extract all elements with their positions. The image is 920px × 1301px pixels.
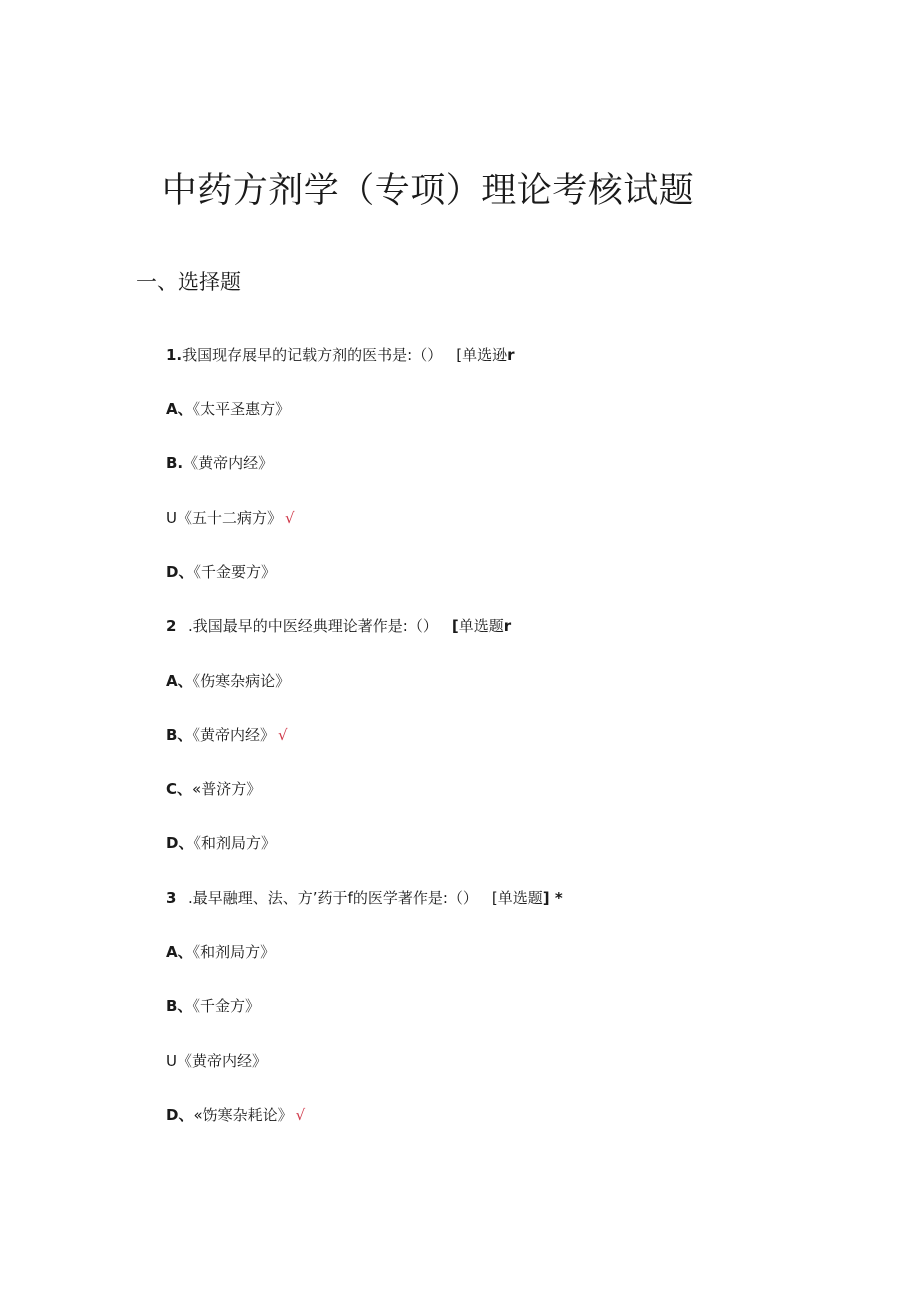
option-text: 《和剂局方》 bbox=[192, 943, 276, 961]
option-prefix: B. bbox=[166, 454, 184, 472]
option-prefix: B、 bbox=[166, 997, 193, 1015]
correct-mark: √ bbox=[277, 726, 288, 744]
option-text: 《五十二病方》 bbox=[176, 509, 282, 527]
question-text: .我国最早的中医经典理论著作是:（） bbox=[188, 617, 438, 635]
question-2 bbox=[166, 616, 511, 636]
option-prefix: D、 bbox=[166, 834, 194, 852]
question-type-tag bbox=[456, 346, 514, 364]
question-type-tag bbox=[492, 889, 563, 907]
option-prefix: U bbox=[166, 1052, 177, 1070]
option-3c bbox=[166, 1051, 270, 1071]
question-number: 2 bbox=[166, 617, 177, 635]
option-2d bbox=[166, 833, 279, 853]
question-1 bbox=[166, 345, 514, 365]
tag-open: [ bbox=[451, 617, 459, 635]
option-prefix: D、 bbox=[166, 1106, 194, 1124]
option-text: 《千金要方》 bbox=[193, 563, 276, 581]
tag-label: 单选题 bbox=[497, 889, 543, 907]
option-3d bbox=[166, 1105, 305, 1125]
question-text: 我国现存展早的记载方剂的医书是:（） bbox=[182, 346, 443, 364]
tag-close: r bbox=[507, 346, 515, 364]
question-type-tag bbox=[452, 617, 511, 635]
correct-mark: √ bbox=[295, 1106, 306, 1124]
option-1c bbox=[166, 508, 295, 528]
question-number: 3 bbox=[166, 889, 177, 907]
option-text: 《和剂局方》 bbox=[193, 834, 276, 852]
option-text: 《黄帝内经》 bbox=[176, 1052, 267, 1070]
option-3b bbox=[166, 996, 263, 1016]
tag-open: [ bbox=[491, 889, 498, 907]
question-number: 1. bbox=[166, 346, 183, 364]
option-text: 《伤寒杂病论》 bbox=[192, 672, 291, 690]
option-prefix: U bbox=[166, 509, 177, 527]
option-1a bbox=[166, 399, 293, 419]
option-text: 《黄帝内经》 bbox=[183, 454, 274, 472]
option-2b bbox=[166, 725, 288, 745]
tag-label: 单选逊 bbox=[462, 346, 508, 364]
option-prefix: A、 bbox=[166, 400, 193, 418]
option-text: 《太平圣惠方》 bbox=[192, 400, 291, 418]
question-text: .最早融理、法、方’药于f的医学著作是:（） bbox=[188, 889, 478, 907]
question-3 bbox=[166, 888, 563, 908]
option-prefix: B、 bbox=[166, 726, 193, 744]
option-prefix: D、 bbox=[166, 563, 194, 581]
option-prefix: C、 bbox=[166, 780, 193, 798]
option-prefix: A、 bbox=[166, 672, 193, 690]
section-heading: 一、选择题 bbox=[136, 270, 241, 294]
tag-close: ] * bbox=[542, 889, 563, 907]
correct-mark: √ bbox=[285, 509, 295, 527]
tag-close: r bbox=[503, 617, 512, 635]
option-prefix: A、 bbox=[166, 943, 193, 961]
option-1d bbox=[166, 562, 279, 582]
page-title: 中药方剂学（专项）理论考核试题 bbox=[161, 171, 695, 211]
option-text: «普济方》 bbox=[192, 780, 262, 798]
tag-label: 单选题 bbox=[458, 617, 504, 635]
option-text: 《黄帝内经》 bbox=[192, 726, 275, 744]
tag-open: [ bbox=[456, 346, 463, 364]
option-2a bbox=[166, 671, 293, 691]
option-text: «饬寒杂耗论》 bbox=[193, 1106, 293, 1124]
option-text: 《千金方》 bbox=[192, 997, 260, 1015]
option-3a bbox=[166, 942, 278, 962]
option-2c bbox=[166, 779, 264, 799]
option-1b bbox=[166, 453, 276, 473]
